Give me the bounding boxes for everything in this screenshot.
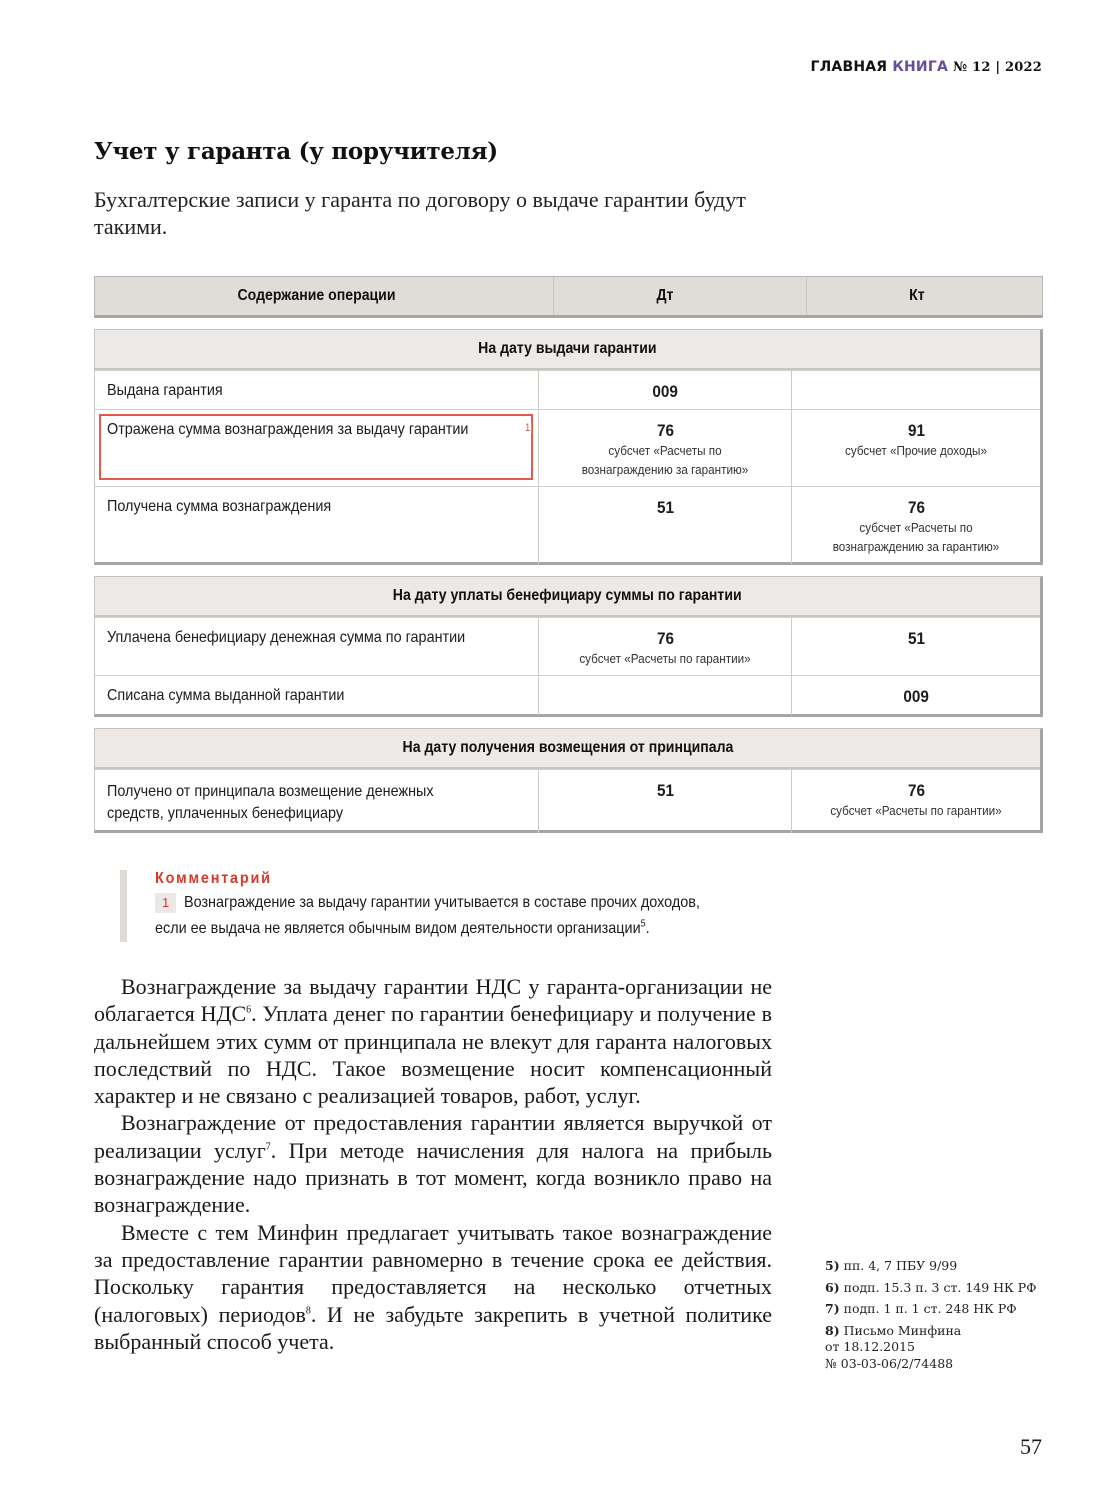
operation-description: Получено от принципала возмещение денежных средств, уплаченных бенефициару [107, 783, 434, 822]
column-header-operation: Содержание операции [237, 287, 396, 304]
footnote-ref[interactable]: 5 [640, 918, 646, 930]
comment-body: 1 Вознаграждение за выдачу гарантии учитывается в составе прочих доходов, если ее выдача не является обычным видом деятельности организации$^5$. [155, 894, 701, 937]
footnote: 8) Письмо Минфина от 18.12.2015 № 03-03-06/2/74488 [825, 1322, 962, 1371]
table-row [95, 486, 1040, 562]
debit-cell: 51 [538, 770, 791, 833]
credit-cell: 009 [791, 676, 1040, 715]
operation-description: Списана сумма выданной гарантии [107, 687, 345, 704]
group-title: На дату выдачи гарантии [95, 330, 1040, 370]
section-title: Учет у гаранта (у поручителя) [94, 138, 498, 165]
credit-cell: 76 субсчет «Расчеты по гарантии» [791, 770, 1040, 833]
group-title: На дату уплаты бенефициару суммы по гарантии [95, 577, 1040, 617]
table-header [94, 276, 1043, 318]
comment-marker[interactable]: 1 [524, 422, 531, 434]
table-row [95, 370, 1040, 409]
footnote: 7) подп. 1 п. 1 ст. 248 НК РФ [825, 1301, 1017, 1316]
credit-cell [791, 371, 1040, 410]
body-paragraph: Вместе с тем Минфин предлагает учитывать такое вознаграждение за предоставление гарантии равномерно в течение срока ее действия. Поскольку гарантия предоставляется на несколько отчетных (налоговых) периодов$^8$. И не забудьте закрепить в учетной политике выбранный способ учета. [94, 1219, 772, 1354]
footnote-ref[interactable]: 6 [246, 1004, 252, 1016]
table-row [95, 409, 1040, 486]
table-row [95, 617, 1040, 675]
comment-title: Комментарий [155, 870, 272, 887]
issue-number: № 12 | 2022 [953, 60, 1042, 75]
magazine-name-part2: КНИГА [892, 59, 948, 75]
footnote: 6) подп. 15.3 п. 3 ст. 149 НК РФ [825, 1279, 1037, 1295]
comment-block [120, 870, 780, 942]
operation-description: Уплачена бенефициару денежная сумма по гарантии [107, 629, 466, 646]
table-group-issue-date [94, 329, 1043, 565]
column-header-debit: Дт [553, 277, 776, 315]
credit-cell: 76 субсчет «Расчеты по вознаграждению за гарантию» [791, 487, 1040, 564]
debit-subaccount: субсчет «Расчеты по гарантии» [579, 651, 751, 666]
table-group-beneficiary-payment [94, 576, 1043, 717]
credit-subaccount: субсчет «Расчеты по вознаграждению за гарантию» [832, 520, 1000, 554]
debit-cell: 76 субсчет «Расчеты по вознаграждению за гарантию» [538, 410, 791, 487]
credit-subaccount: субсчет «Прочие доходы» [845, 443, 987, 458]
table-group-principal-reimbursement [94, 728, 1043, 833]
debit-cell: 51 [538, 487, 791, 564]
table-row [95, 769, 1040, 830]
article-body [94, 973, 772, 1355]
magazine-name-part1: ГЛАВНАЯ [810, 59, 888, 75]
footnote: 5) пп. 4, 7 ПБУ 9/99 [825, 1258, 958, 1273]
running-head [810, 59, 1042, 75]
credit-subaccount: субсчет «Расчеты по гарантии» [830, 803, 1002, 818]
page-number: 57 [1020, 1434, 1042, 1459]
operation-description: Выдана гарантия [107, 382, 223, 399]
debit-cell [538, 676, 791, 715]
footnote-ref[interactable]: 7 [265, 1141, 271, 1153]
debit-cell: 009 [538, 371, 791, 410]
operation-description: Получена сумма вознаграждения [107, 498, 332, 515]
column-header-credit: Кт [806, 277, 1027, 315]
credit-cell: 51 [791, 618, 1040, 676]
operation-description: 1 Отражена сумма вознаграждения за выдачу гарантии [95, 410, 538, 487]
body-paragraph: Вознаграждение от предоставления гарантии является выручкой от реализации услуг$^7$. При методе начисления для налога на прибыль вознаграждение надо признать в тот момент, когда возникло право на вознаграждение. [94, 1110, 772, 1218]
debit-cell: 76 субсчет «Расчеты по гарантии» [538, 618, 791, 676]
comment-number-badge: 1 [155, 893, 176, 913]
group-title: На дату получения возмещения от принципала [95, 729, 1040, 769]
footnotes [825, 1258, 1055, 1377]
footnote-ref[interactable]: 8 [305, 1305, 311, 1317]
body-paragraph: Вознаграждение за выдачу гарантии НДС у гаранта-организации не облагается НДС$^6$. Уплата денег по гарантии бенефициару и получение в дальнейшем этих сумм от принципала не влекут для гаранта налоговых последствий по НДС. Такое возмещение носит компенсационный характер и не связано с реализацией товаров, работ, услуг. [94, 974, 772, 1109]
table-row [95, 675, 1040, 714]
intro-paragraph: Бухгалтерские записи у гаранта по договору о выдаче гарантии будут такими. [94, 187, 746, 239]
credit-cell: 91 субсчет «Прочие доходы» [791, 410, 1040, 487]
debit-subaccount: субсчет «Расчеты по вознаграждению за гарантию» [581, 443, 749, 477]
